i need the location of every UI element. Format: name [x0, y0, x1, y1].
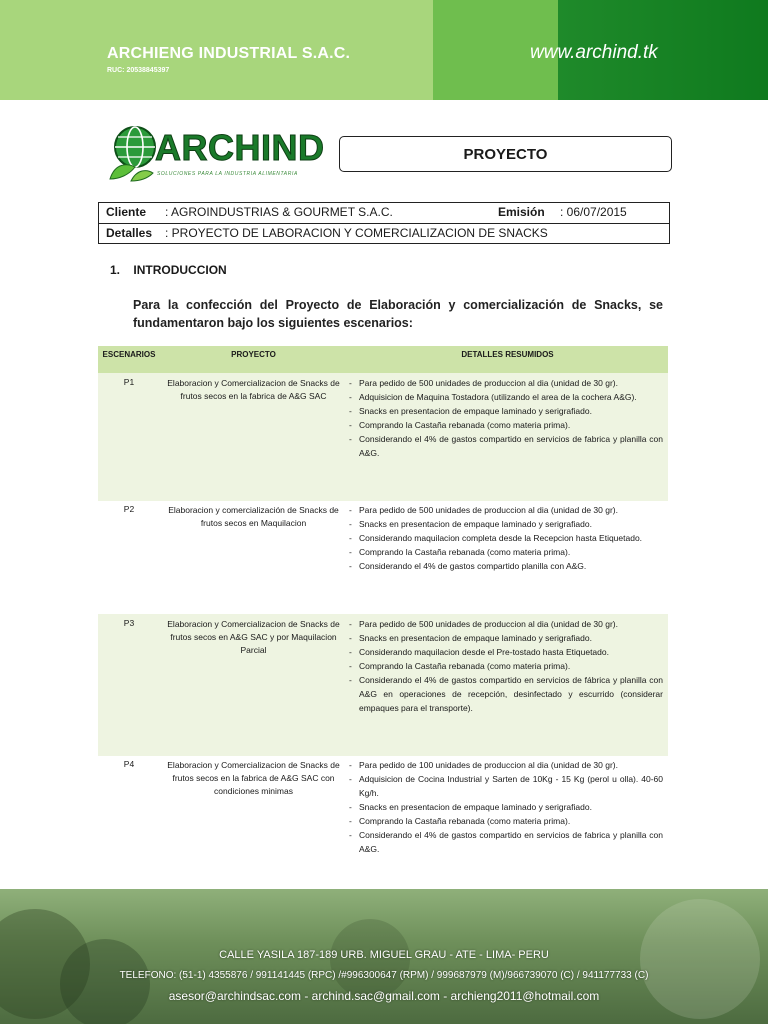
footer-emails[interactable]: asesor@archindsac.com - archind.sac@gmail.com - archieng2011@hotmail.com — [168, 989, 600, 1003]
detail-item: - Para pedido de 500 unidades de produccion al dia (unidad de 30 gr). — [347, 617, 663, 631]
table-row — [98, 614, 668, 756]
logo-wordmark: ARCHIND — [155, 127, 325, 168]
detail-item: - Comprando la Castaña rebanada (como materia prima). — [347, 659, 663, 673]
details-value: : PROYECTO DE LABORACION Y COMERCIALIZACION DE SNACKS — [165, 226, 548, 240]
leaf-icon — [110, 165, 153, 181]
company-ruc: RUC: 20538845397 — [107, 67, 170, 74]
footer-band — [0, 889, 768, 1024]
scenario-project: Elaboracion y Comercializacion de Snacks de frutos secos en la fabrica de A&G SAC con condiciones minimas — [167, 760, 340, 796]
scenario-project: Elaboracion y Comercializacion de Snacks de frutos secos en A&G SAC y por Maquilacion Parcial — [167, 619, 340, 655]
document-type-box — [339, 136, 672, 172]
table-row — [98, 755, 668, 877]
scenario-details — [347, 617, 663, 715]
globe-icon — [115, 127, 155, 167]
logo-tagline: SOLUCIONES PARA LA INDUSTRIA ALIMENTARIA — [157, 171, 298, 177]
detail-item: - Comprando la Castaña rebanada (como materia prima). — [347, 418, 663, 432]
section-heading — [110, 263, 227, 277]
detail-item: - Para pedido de 500 unidades de produccion al dia (unidad de 30 gr). — [347, 376, 663, 390]
scenario-id: P3 — [123, 618, 135, 628]
detail-item: - Adquisicion de Maquina Tostadora (utilizando el area de la cochera A&G). — [347, 390, 663, 404]
section-title: INTRODUCCION — [133, 263, 227, 277]
scenario-project: Elaboracion y Comercializacion de Snacks de frutos secos en la fabrica de A&G SAC — [167, 378, 340, 401]
intro-paragraph: Para la confección del Proyecto de Elaboración y comercialización de Snacks, se fundamentaron bajo los siguientes escenarios: — [133, 298, 663, 330]
info-row-client — [99, 203, 669, 224]
details-label: Detalles — [106, 226, 153, 240]
company-name: ARCHIENG INDUSTRIAL S.A.C. — [107, 45, 351, 62]
detail-item: - Considerando maquilacion desde el Pre-tostado hasta Etiquetado. — [347, 645, 663, 659]
header-detalles: DETALLES RESUMIDOS — [461, 350, 554, 359]
detail-item: - Snacks en presentacion de empaque laminado y serigrafiado. — [347, 517, 663, 531]
scenario-id: P4 — [123, 759, 135, 769]
detail-item: - Comprando la Castaña rebanada (como materia prima). — [347, 545, 663, 559]
footer-phones: TELEFONO: (51-1) 4355876 / 991141445 (RPC) /#996300647 (RPM) / 999687979 (M)/966739070 (C) / 941177733 (C) — [119, 970, 649, 981]
info-table — [98, 202, 670, 244]
detail-item: - Considerando maquilacion completa desde la Recepcion hasta Etiquetado. — [347, 531, 663, 545]
detail-item: - Snacks en presentacion de empaque laminado y serigrafiado. — [347, 631, 663, 645]
detail-item: - Adquisicion de Cocina Industrial y Sarten de 10Kg - 15 Kg (perol u olla). 40-60 Kg/h. — [347, 772, 663, 800]
emission-label: Emisión — [498, 205, 545, 219]
detail-item: - Para pedido de 500 unidades de produccion al dia (unidad de 30 gr). — [347, 503, 663, 517]
table-row — [98, 373, 668, 501]
table-row — [98, 500, 668, 614]
header-proyecto: PROYECTO — [231, 350, 276, 359]
detail-item: - Snacks en presentacion de empaque laminado y serigrafiado. — [347, 404, 663, 418]
detail-item: - Considerando el 4% de gastos compartido en servicios de fabrica y planilla con A&G. — [347, 432, 663, 460]
client-label: Cliente — [106, 205, 147, 219]
detail-item: - Considerando el 4% de gastos compartido en servicios de fábrica y planilla con A&G en operaciones de recepción, desinfectado y escurrido (considerar empaques para el transporte). — [347, 673, 663, 715]
detail-item: - Comprando la Castaña rebanada (como materia prima). — [347, 814, 663, 828]
scenario-details — [347, 376, 663, 460]
scenario-id: P1 — [123, 377, 135, 387]
scenario-details — [347, 503, 663, 573]
section-number: 1. — [110, 263, 121, 277]
company-website[interactable]: www.archind.tk — [530, 42, 658, 63]
scenarios-table-header — [98, 346, 668, 373]
detail-item: - Snacks en presentacion de empaque laminado y serigrafiado. — [347, 800, 663, 814]
emission-value: : 06/07/2015 — [560, 205, 627, 219]
detail-item: - Considerando el 4% de gastos compartido planilla con A&G. — [347, 559, 663, 573]
detail-item: - Para pedido de 100 unidades de produccion al dia (unidad de 30 gr). — [347, 758, 663, 772]
document-type-label: PROYECTO — [463, 145, 548, 163]
scenario-id: P2 — [123, 504, 135, 514]
footer-address: CALLE YASILA 187-189 URB. MIGUEL GRAU - ATE - LIMA- PERU — [219, 949, 549, 961]
info-row-details — [99, 224, 669, 244]
client-value: : AGROINDUSTRIAS & GOURMET S.A.C. — [165, 205, 393, 219]
header-escenarios: ESCENARIOS — [102, 350, 156, 359]
scenario-project: Elaboracion y comercialización de Snacks de frutos secos en Maquilacion — [168, 505, 339, 528]
detail-item: - Considerando el 4% de gastos compartido en servicios de fabrica y planilla con A&G. — [347, 828, 663, 856]
scenario-details — [347, 758, 663, 856]
